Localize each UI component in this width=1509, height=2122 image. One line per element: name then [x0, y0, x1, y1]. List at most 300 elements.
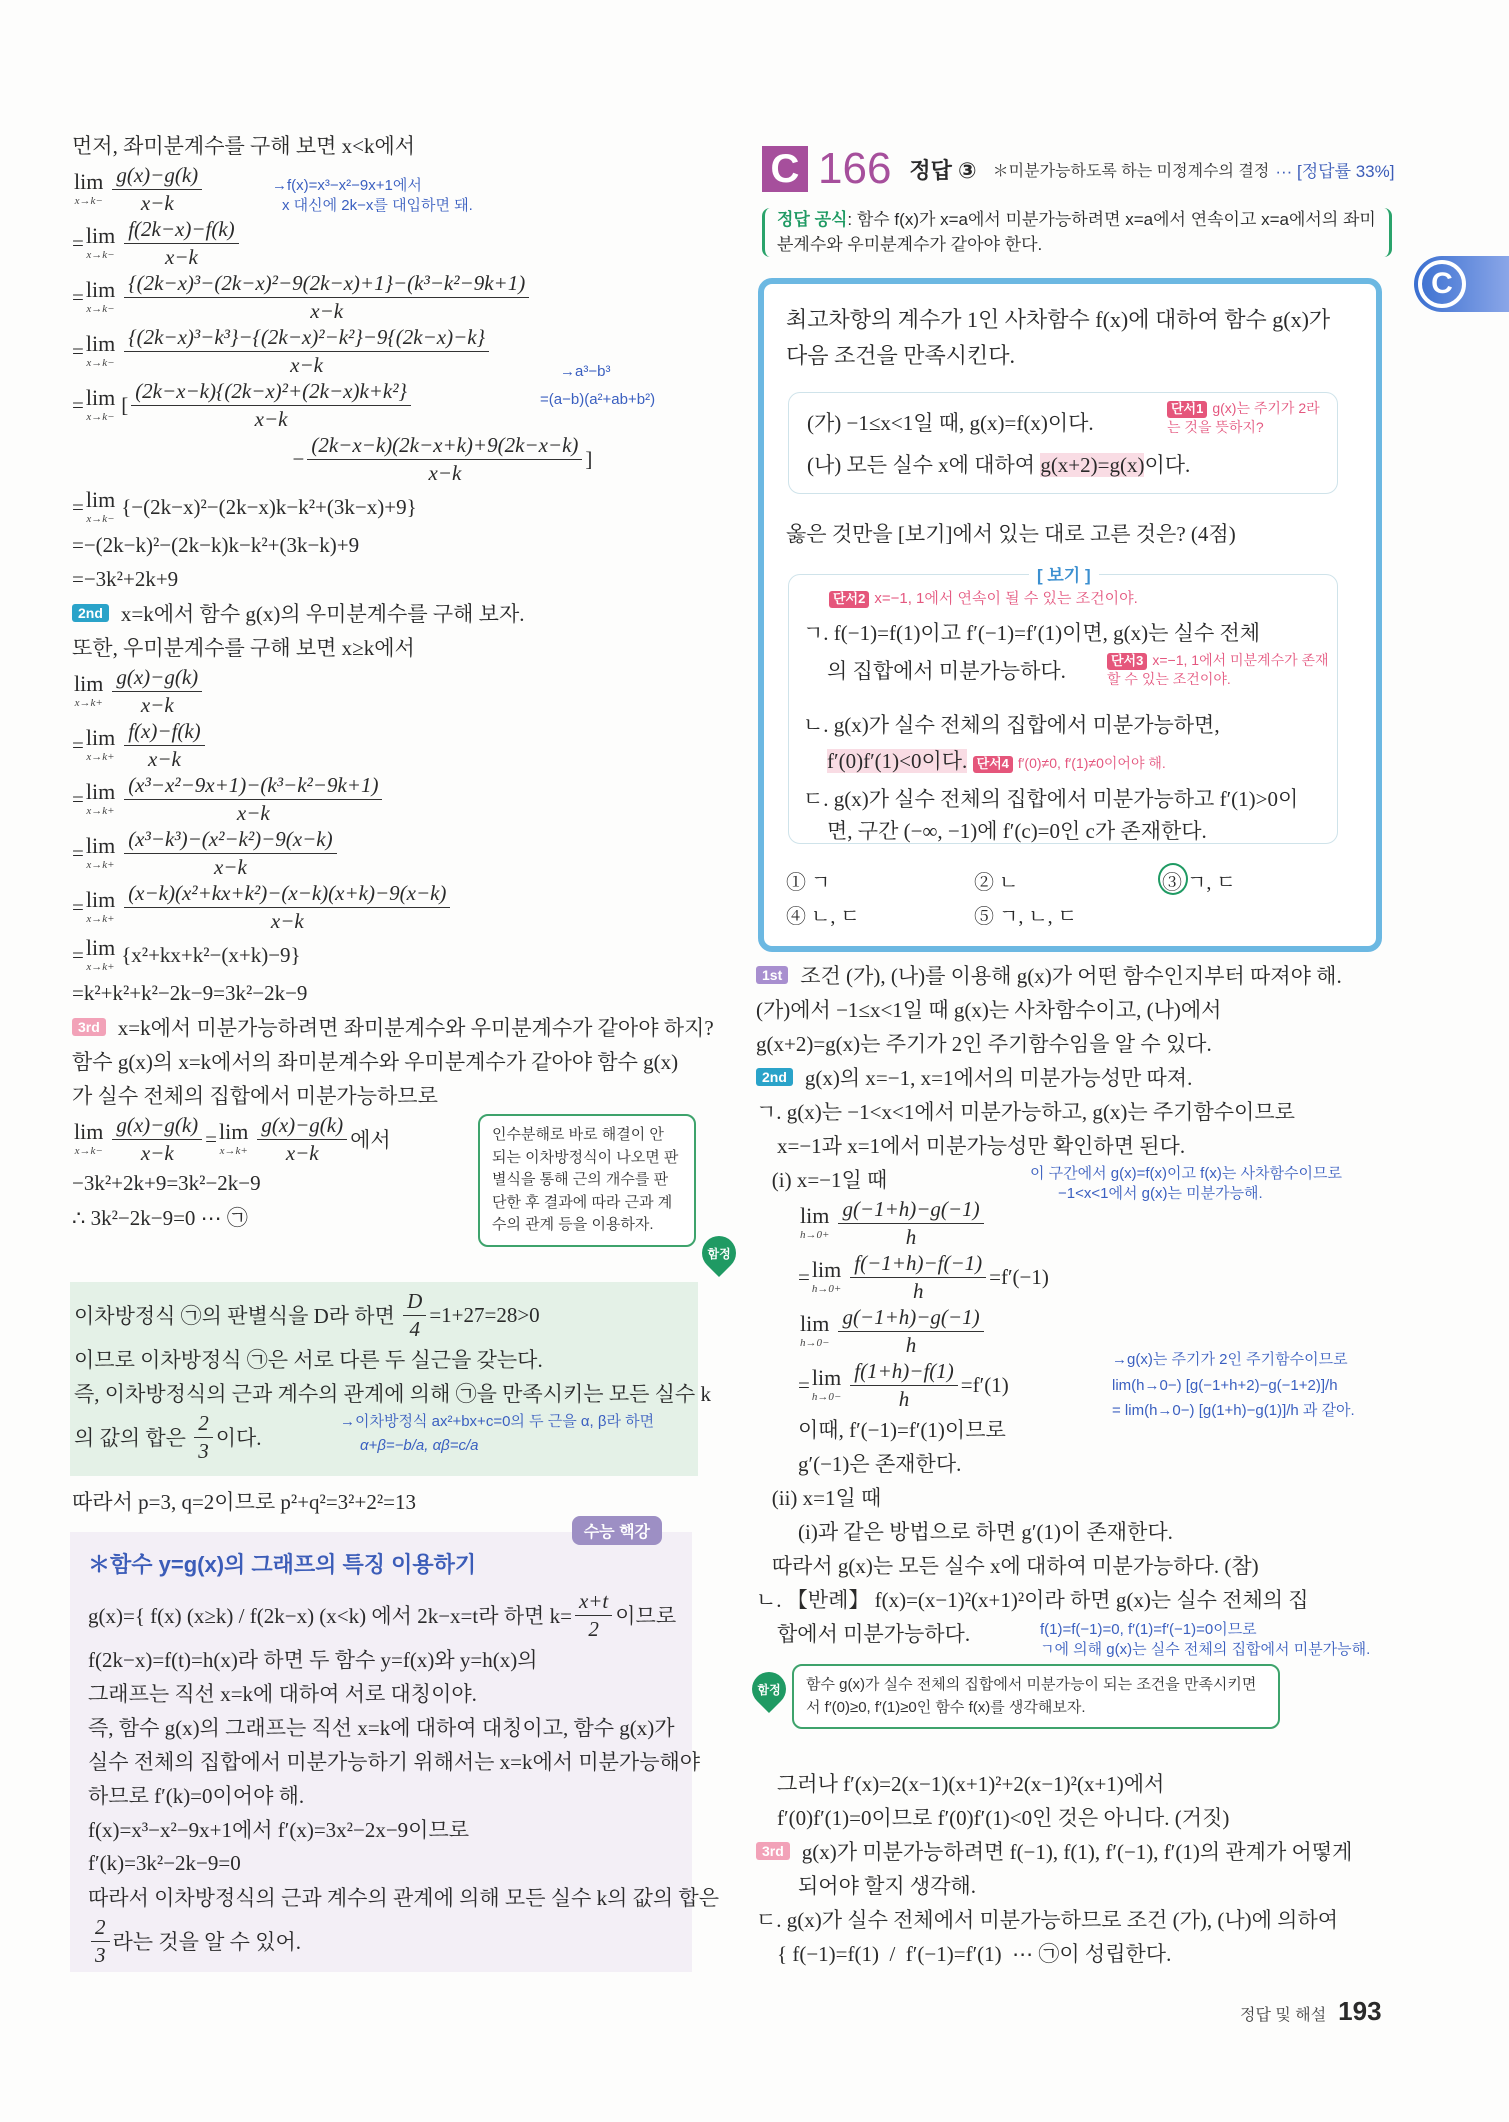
denominator: x−k — [140, 1140, 174, 1165]
math-text: 따라서 g(x)는 모든 실수 x에 대하여 미분가능하다. (참) — [756, 1554, 1259, 1578]
math-text: =k²+k²+k²−2k−9=3k²−2k−9 — [72, 980, 308, 1005]
denominator: x−k — [290, 352, 323, 377]
hint-3-tag: 단서3 — [1107, 653, 1147, 670]
math-text: =−3k²+2k+9 — [72, 566, 179, 591]
limit-operator — [86, 279, 115, 315]
math-text: 즉, 이차방정식의 근과 계수의 관계에 의해 ㉠을 만족시키는 모든 실수 k — [74, 1382, 711, 1406]
fraction — [194, 1412, 213, 1461]
hint-1-tag: 단서1 — [1167, 401, 1207, 418]
limit-operator — [86, 835, 115, 871]
step-badge: 3rd — [756, 1842, 790, 1860]
numerator: x+t — [575, 1590, 612, 1615]
math-text: = — [72, 230, 84, 255]
math-text: ㄷ. g(x)가 실수 전체에서 미분가능하므로 조건 (가), (나)에 의하여 — [756, 1908, 1339, 1932]
math-text: 이때, f′(−1)=f′(1)이므로 — [756, 1418, 1006, 1442]
solution-line — [756, 1582, 1396, 1616]
numerator: g(x)−g(k) — [112, 164, 202, 189]
hint-2 — [829, 589, 1138, 609]
fraction — [112, 1114, 202, 1163]
hint-1-text: g(x)는 주기가 2라는 것을 뜻하지? — [1167, 400, 1320, 435]
period-note — [1112, 1350, 1355, 1421]
lim-label: lim — [218, 1119, 249, 1144]
math-text: 조건 (가), (나)를 이용해 g(x)가 어떤 함수인지부터 따져야 해. — [800, 964, 1342, 988]
math-text: = — [72, 392, 84, 417]
math-text: (i) x=−1일 때 — [756, 1168, 888, 1192]
note-line: f(1)=f(−1)=0, f′(1)=f′(−1)=0이므로 — [1040, 1621, 1257, 1638]
footer-label: 정답 및 해설 — [1240, 2007, 1327, 2024]
solution-line — [756, 1548, 1396, 1582]
numerator: g(x)−g(k) — [112, 1114, 202, 1139]
math-text: g(x)={ f(x) (x≥k) / f(2k−x) (x<k) 에서 2k−x=t라 하면 k= — [88, 1604, 572, 1628]
solution-line — [88, 1778, 688, 1812]
limit-operator — [74, 673, 103, 709]
formula-text: : 함수 f(x)가 x=a에서 미분가능하려면 x=a에서 연속이고 x=a에서의 좌미분계수와 우미분계수가 같아야 한다. — [777, 210, 1376, 254]
solution-line — [72, 432, 722, 486]
solution-line — [756, 958, 1396, 992]
trap-pin-label-right: 함정 — [757, 1682, 781, 1697]
solution-line — [756, 1834, 1396, 1868]
numerator: f(−1+h)−f(−1) — [850, 1252, 986, 1277]
conditions-box — [788, 392, 1338, 494]
math-text: 라는 것을 알 수 있어. — [112, 1930, 302, 1954]
problem-box — [758, 278, 1382, 952]
bogi-item-d: ㄷ. g(x)가 실수 전체의 집합에서 미분가능하고 f′(1)>0이 — [803, 787, 1299, 811]
solution-line — [756, 1514, 1396, 1548]
bogi-item-g-cont: 의 집합에서 미분가능하다. — [827, 659, 1066, 683]
chapter-c-icon: C — [1418, 260, 1466, 308]
math-text: 이다. — [215, 1426, 262, 1450]
limit-operator — [86, 781, 115, 817]
math-text: =−(2k−k)²−(2k−k)k−k²+(3k−k)+9 — [72, 532, 360, 557]
solution-line — [74, 1288, 692, 1342]
lim-subscript: x→k+ — [86, 751, 115, 763]
vieta-formula: α+β=−b/a, αβ=c/a — [360, 1437, 479, 1454]
lim-label: lim — [85, 277, 116, 302]
lim-label: lim — [74, 169, 104, 194]
limit-operator — [74, 171, 103, 207]
solution-line — [756, 1026, 1396, 1060]
fraction — [838, 1198, 983, 1247]
lim-subscript: h→0− — [811, 1391, 842, 1403]
math-text: (가)에서 −1≤x<1일 때 g(x)는 사차함수이고, (나)에서 — [756, 998, 1222, 1022]
fraction — [124, 326, 489, 375]
note-line: 이 구간에서 g(x)=f(x)이고 f(x)는 사차함수이므로 — [1030, 1165, 1342, 1182]
fraction — [112, 164, 202, 213]
hint-4-tag: 단서4 — [973, 756, 1013, 773]
solution-line — [756, 1128, 1396, 1162]
solution-line — [88, 1744, 701, 1778]
math-text: [ — [121, 392, 129, 417]
math-text: = — [72, 284, 84, 309]
solution-line — [72, 486, 722, 528]
step-badge: 1st — [756, 966, 788, 984]
condition-na-end: 이다. — [1144, 453, 1191, 477]
trap-pin-icon — [695, 1229, 743, 1277]
answer-label: 정답 ③ — [909, 157, 977, 183]
solution-line — [88, 1812, 688, 1846]
denominator: 4 — [409, 1316, 420, 1341]
math-text: = — [756, 1372, 810, 1397]
numerator: f(2k−x)−f(k) — [124, 218, 238, 243]
denominator: x−k — [148, 746, 181, 771]
core-lecture-title: ＊함수 y=g(x)의 그래프의 특징 이용하기 — [88, 1552, 477, 1577]
solution-line — [72, 718, 722, 772]
fraction — [124, 720, 204, 769]
bogi-item-g: ㄱ. f(−1)=f(1)이고 f′(−1)=f′(1)이면, g(x)는 실수 전체 — [803, 621, 1261, 645]
condition-na-highlight: g(x+2)=g(x) — [1040, 453, 1145, 477]
limit-operator — [219, 1121, 248, 1157]
lim-label: lim — [811, 1365, 842, 1390]
denominator: h — [912, 1278, 924, 1303]
numerator: {(2k−x)³−(2k−x)²−9(2k−x)+1}−(k³−k²−9k+1) — [124, 272, 529, 297]
limit-operator — [800, 1313, 829, 1349]
math-text: 이므로 — [615, 1604, 677, 1628]
solution-line — [756, 1060, 1396, 1094]
math-text: {x²+kx+k²−(x+k)−9} — [121, 942, 301, 967]
problem-stem: 최고차항의 계수가 1인 사차함수 f(x)에 대하여 함수 g(x)가 다음 조건을 만족시킨다. — [786, 307, 1331, 369]
substitution-note — [272, 176, 473, 215]
correct-rate: ··· [정답률 33%] — [1275, 161, 1395, 181]
numerator: (x³−x²−9x+1)−(k³−k²−9k+1) — [124, 774, 382, 799]
solution-line — [72, 826, 722, 880]
counterexample-note — [1040, 1620, 1370, 1659]
solution-line — [756, 1250, 1396, 1304]
math-text: = — [72, 338, 84, 363]
core-lecture-box — [70, 1524, 720, 1972]
trap-hint-box: 인수분해로 바로 해결이 안 되는 이차방정식이 나오면 판별식을 통해 근의 개수를 판단한 후 결과에 따라 근과 계수의 관계 등을 이용하자. — [478, 1114, 696, 1247]
fraction — [850, 1252, 986, 1301]
math-text: −3k²+2k+9=3k²−2k−9 — [72, 1170, 261, 1195]
denominator: x−k — [165, 244, 198, 269]
solution-line — [756, 1094, 1396, 1128]
math-text: 따라서 이차방정식의 근과 계수의 관계에 의해 모든 실수 k의 값의 합은 — [88, 1886, 720, 1910]
topic-label: ＊미분가능하도록 하는 미정계수의 결정 — [992, 162, 1270, 180]
choice-3-selected[interactable] — [1162, 866, 1236, 895]
lim-subscript: x→k− — [74, 1145, 103, 1157]
math-text: ㄱ. g(x)는 −1<x<1에서 미분가능하고, g(x)는 주기함수이므로 — [756, 1100, 1295, 1124]
math-text: f′(k)=3k²−2k−9=0 — [88, 1850, 241, 1875]
solution-line — [72, 128, 722, 162]
numerator: (x³−k³)−(x²−k²)−9(x−k) — [124, 828, 336, 853]
solution-line — [72, 528, 722, 562]
lim-subscript: h→0− — [800, 1337, 830, 1349]
numerator: g(−1+h)−g(−1) — [838, 1306, 983, 1331]
numerator: (x−k)(x²+kx+k²)−(x−k)(x+k)−9(x−k) — [124, 882, 450, 907]
numerator: (2k−x−k)(2k−x+k)+9(2k−x−k) — [307, 434, 582, 459]
trap-pin-label: 함정 — [707, 1246, 731, 1261]
math-text: f(x)=x³−x²−9x+1에서 f′(x)=3x²−2x−9이므로 — [88, 1818, 470, 1842]
solution-line — [756, 1868, 1396, 1902]
math-text: 함수 g(x)의 x=k에서의 좌미분계수와 우미분계수가 같아야 함수 g(x) — [72, 1050, 679, 1074]
fraction — [838, 1306, 983, 1355]
limit-operator — [86, 937, 115, 973]
lim-subscript: x→k+ — [86, 859, 115, 871]
denominator: x−k — [236, 800, 270, 825]
formula-label: 정답 공식 — [777, 210, 848, 229]
solution-line — [74, 1376, 711, 1410]
math-text: =1+27=28>0 — [429, 1302, 540, 1327]
solution-line — [72, 216, 722, 270]
chapter-side-tab[interactable] — [1414, 256, 1509, 312]
solution-line — [756, 1902, 1396, 1936]
fraction — [112, 666, 202, 715]
fraction — [124, 882, 450, 931]
lim-subscript: x→k− — [74, 195, 103, 207]
solution-line — [72, 1044, 722, 1078]
math-text: f′(0)f′(1)=0이므로 f′(0)f′(1)<0인 것은 아니다. (거짓) — [756, 1806, 1230, 1830]
condition-na — [807, 449, 1190, 479]
limit-operator — [86, 727, 115, 763]
solution-line — [72, 1010, 722, 1044]
math-text: = — [72, 894, 84, 919]
math-text — [756, 1319, 798, 1344]
math-text: =f′(−1) — [989, 1264, 1049, 1289]
math-text: = — [205, 1126, 217, 1151]
fraction — [91, 1916, 110, 1965]
math-text: 먼저, 좌미분계수를 구해 보면 x<k에서 — [72, 134, 416, 158]
solution-line — [756, 1766, 1396, 1800]
final-answer-line — [72, 1484, 416, 1518]
core-lecture-badge: 수능 핵강 — [572, 1516, 662, 1545]
limit-operator — [812, 1367, 841, 1403]
fraction — [575, 1590, 612, 1639]
solution-line — [72, 270, 722, 324]
lim-subscript: x→k+ — [86, 913, 115, 925]
lim-label: lim — [85, 487, 116, 512]
note-line: = lim(h→0−) [g(1+h)−g(1)]/h 과 같아. — [1112, 1402, 1355, 1419]
math-text: g(x)의 x=−1, x=1에서의 미분가능성만 따져. — [804, 1066, 1193, 1090]
lim-subscript: h→0+ — [800, 1229, 830, 1241]
category-badge: C — [762, 146, 808, 192]
trap-hint-box-right: 함수 g(x)가 실수 전체의 집합에서 미분가능이 되는 조건을 만족시키면서 f′(0)≥0, f′(1)≥0인 함수 f(x)를 생각해보자. — [792, 1664, 1280, 1729]
choice-3-label: ③ ㄱ, ㄷ — [1162, 872, 1236, 894]
solution-line — [88, 1880, 720, 1914]
math-text: x=k에서 미분가능하려면 좌미분계수와 우미분계수가 같아야 하지? — [117, 1016, 714, 1040]
math-text: 가 실수 전체의 집합에서 미분가능하므로 — [72, 1084, 438, 1108]
solution-line — [756, 1446, 1396, 1480]
trap-pin-icon-right — [745, 1665, 793, 1713]
solution-line — [756, 1936, 1396, 1970]
solution-line — [88, 1588, 688, 1642]
fraction — [307, 434, 582, 483]
lim-label: lim — [85, 935, 116, 960]
lim-label: lim — [85, 833, 116, 858]
math-text: g(x+2)=g(x)는 주기가 2인 주기함수임을 알 수 있다. — [756, 1032, 1212, 1056]
math-text: 그러나 f′(x)=2(x−1)(x+1)²+2(x−1)²(x+1)에서 — [756, 1772, 1165, 1796]
lim-subscript: x→k− — [86, 249, 115, 261]
math-text: ] — [585, 446, 593, 471]
note-line: lim(h→0−) [g(−1+h+2)−g(−1+2)]/h — [1112, 1376, 1338, 1394]
math-text: 합에서 미분가능하다. — [756, 1622, 971, 1646]
fraction — [257, 1114, 347, 1163]
math-text: = — [756, 1264, 810, 1289]
step-badge: 3rd — [72, 1018, 106, 1036]
note-line: →f(x)=x³−x²−9x+1에서 — [272, 177, 422, 194]
choice-4[interactable]: ④ ㄴ, ㄷ — [786, 906, 860, 928]
math-text: 하므로 f′(k)=0이어야 해. — [88, 1784, 305, 1808]
math-text: = — [72, 732, 84, 757]
fraction — [124, 774, 382, 823]
solution-line — [756, 1196, 1396, 1250]
math-text: (ii) x=1일 때 — [756, 1486, 882, 1510]
choice-2[interactable]: ② ㄴ — [974, 872, 1019, 894]
lim-label: lim — [800, 1311, 830, 1336]
math-text: 되어야 할지 생각해. — [756, 1874, 977, 1898]
solution-line — [72, 976, 722, 1010]
lim-subscript: h→0+ — [811, 1283, 842, 1295]
interval-note — [1030, 1164, 1342, 1203]
math-text: 의 값의 합은 — [74, 1426, 192, 1450]
math-text: 이므로 이차방정식 ㉠은 서로 다른 두 실근을 갖는다. — [74, 1348, 543, 1372]
lim-subscript: x→k− — [86, 357, 115, 369]
bogi-title: [ 보기 ] — [1029, 561, 1099, 586]
math-text: 이차방정식 ㉠의 판별식을 D라 하면 — [74, 1304, 401, 1328]
answer-formula — [762, 208, 1392, 257]
numerator: g(x)−g(k) — [257, 1114, 347, 1139]
condition-na-text: (나) 모든 실수 x에 대하여 — [807, 453, 1041, 477]
math-text: { f(−1)=f(1) / f′(−1)=f′(1) ⋯ ㉠이 성립한다. — [756, 1942, 1172, 1966]
solution-line — [756, 992, 1396, 1026]
page-number: 193 — [1338, 1996, 1382, 2026]
choice-1[interactable]: ① ㄱ — [786, 872, 831, 894]
page-footer — [1240, 1996, 1382, 2027]
lim-subscript: x→k+ — [86, 805, 115, 817]
lim-subscript: x→k− — [86, 513, 115, 525]
note-line: ㄱ에 의해 g(x)는 실수 전체의 집합에서 미분가능해. — [1040, 1640, 1371, 1658]
question-text: 옳은 것만을 [보기]에서 있는 대로 고른 것은? (4점) — [786, 522, 1236, 546]
condition-ga: (가) −1≤x<1일 때, g(x)=f(x)이다. — [807, 411, 1094, 435]
solution-line — [756, 1800, 1396, 1834]
numerator: g(x)−g(k) — [112, 666, 202, 691]
lim-label: lim — [74, 671, 104, 696]
lim-label: lim — [811, 1257, 842, 1282]
math-text: {−(2k−x)²−(2k−x)k−k²+(3k−x)+9} — [121, 494, 417, 519]
solution-line — [72, 324, 722, 378]
solution-line — [72, 630, 722, 664]
fraction — [131, 380, 411, 429]
a3b3-note: →a³−b³ — [560, 363, 611, 380]
denominator: x−k — [310, 298, 344, 323]
hint-3-text: x=−1, 1에서 미분계수가 존재할 수 있는 조건이야. — [1107, 652, 1329, 687]
limit-operator — [86, 225, 115, 261]
lim-subscript: x→k+ — [74, 697, 103, 709]
denominator: x−k — [254, 406, 288, 431]
math-text: g′(−1)은 존재한다. — [756, 1452, 962, 1476]
math-text: − — [72, 446, 305, 471]
solution-line — [88, 1676, 688, 1710]
hint-2-text: x=−1, 1에서 연속이 될 수 있는 조건이야. — [874, 590, 1138, 607]
numerator: f(x)−f(k) — [124, 720, 204, 745]
limit-operator — [86, 489, 115, 525]
math-text: g(x)가 미분가능하려면 f(−1), f(1), f′(−1), f′(1)의 관계가 어떻게 — [801, 1840, 1353, 1864]
math-text: 그래프는 직선 x=k에 대하여 서로 대칭이야. — [88, 1682, 477, 1706]
bogi-box — [788, 566, 1338, 844]
math-text: 또한, 우미분계수를 구해 보면 x≥k에서 — [72, 636, 415, 660]
solution-line — [72, 934, 722, 976]
fraction — [124, 828, 336, 877]
selected-circle-icon — [1158, 863, 1188, 895]
bogi-item-d-cont: 면, 구간 (−∞, −1)에 f′(c)=0인 c가 존재한다. — [827, 819, 1207, 843]
fraction — [403, 1290, 426, 1339]
hint-3 — [1107, 651, 1333, 688]
denominator: x−k — [140, 692, 174, 717]
math-text — [756, 1211, 798, 1236]
lim-subscript: x→k− — [86, 303, 115, 315]
lim-label: lim — [85, 887, 116, 912]
solution-line — [72, 1078, 722, 1112]
math-text: = — [72, 840, 84, 865]
step-badge: 2nd — [72, 604, 109, 622]
lim-label: lim — [85, 331, 116, 356]
denominator: x−k — [140, 190, 174, 215]
limit-operator — [86, 333, 115, 369]
limit-operator — [812, 1259, 841, 1295]
solution-line — [72, 772, 722, 826]
denominator: x−k — [285, 1140, 319, 1165]
denominator: x−k — [428, 460, 462, 485]
note-line: −1<x<1에서 g(x)는 미분가능해. — [1058, 1184, 1263, 1202]
denominator: 3 — [198, 1438, 209, 1463]
numerator: 2 — [91, 1916, 110, 1941]
math-text: (i)과 같은 방법으로 하면 g′(1)이 존재한다. — [756, 1520, 1173, 1544]
bogi-item-n-cont — [827, 745, 1166, 775]
limit-operator — [86, 889, 115, 925]
math-text: = — [72, 494, 84, 519]
bogi-item-n-highlight: f′(0)f′(1)<0이다. — [827, 749, 968, 773]
fraction — [124, 272, 529, 321]
fraction — [850, 1360, 957, 1409]
numerator: (2k−x−k){(2k−x)²+(2k−x)k+k²} — [131, 380, 411, 405]
lim-subscript: x→k− — [86, 411, 115, 423]
lim-label: lim — [85, 223, 116, 248]
math-text: x=k에서 함수 g(x)의 우미분계수를 구해 보자. — [120, 602, 525, 626]
numerator: {(2k−x)³−k³}−{(2k−x)²−k²}−9{(2k−x)−k} — [124, 326, 489, 351]
denominator: h — [898, 1386, 910, 1411]
solution-line — [74, 1342, 692, 1376]
lim-subscript: x→k+ — [86, 961, 115, 973]
solution-line — [756, 1480, 1396, 1514]
math-text: =f′(1) — [960, 1372, 1009, 1397]
fraction — [124, 218, 238, 267]
numerator: D — [403, 1290, 426, 1315]
denominator: 3 — [95, 1942, 106, 1967]
choice-5[interactable]: ⑤ ㄱ, ㄴ, ㄷ — [974, 906, 1077, 928]
right-solution — [756, 958, 1396, 1650]
solution-line — [72, 562, 722, 596]
math-text: x=−1과 x=1에서 미분가능성만 확인하면 된다. — [756, 1134, 1186, 1158]
denominator: h — [905, 1224, 917, 1249]
solution-line — [88, 1914, 688, 1968]
math-text: ∴ 3k²−2k−9=0 ⋯ ㉠ — [72, 1206, 248, 1230]
note-line: x 대신에 2k−x를 대입하면 돼. — [282, 196, 473, 214]
math-text: f(2k−x)=f(t)=h(x)라 하면 두 함수 y=f(x)와 y=h(x)의 — [88, 1648, 538, 1672]
right-solution-cont — [756, 1766, 1396, 1970]
math-text: = — [72, 942, 84, 967]
denominator: 2 — [588, 1616, 599, 1641]
numerator: f(1+h)−f(1) — [850, 1360, 957, 1385]
limit-operator — [800, 1205, 829, 1241]
math-text: 실수 전체의 집합에서 미분가능하기 위해서는 x=k에서 미분가능해야 — [88, 1750, 701, 1774]
limit-operator — [86, 387, 115, 423]
vieta-note: →이차방정식 ax²+bx+c=0의 두 근을 α, β라 하면 — [340, 1413, 655, 1430]
hint-4-text: f′(0)≠0, f′(1)≠0이어야 해. — [1017, 755, 1166, 771]
denominator: x−k — [213, 854, 247, 879]
solution-line — [72, 664, 722, 718]
a3b3-expansion-note: =(a−b)(a²+ab+b²) — [540, 391, 656, 408]
note-line: →g(x)는 주기가 2인 주기함수이므로 — [1112, 1351, 1348, 1368]
lim-label: lim — [800, 1203, 830, 1228]
math-text: ㄴ. 【반례】 f(x)=(x−1)²(x+1)²이라 하면 g(x)는 실수 전체의 집 — [756, 1588, 1309, 1612]
